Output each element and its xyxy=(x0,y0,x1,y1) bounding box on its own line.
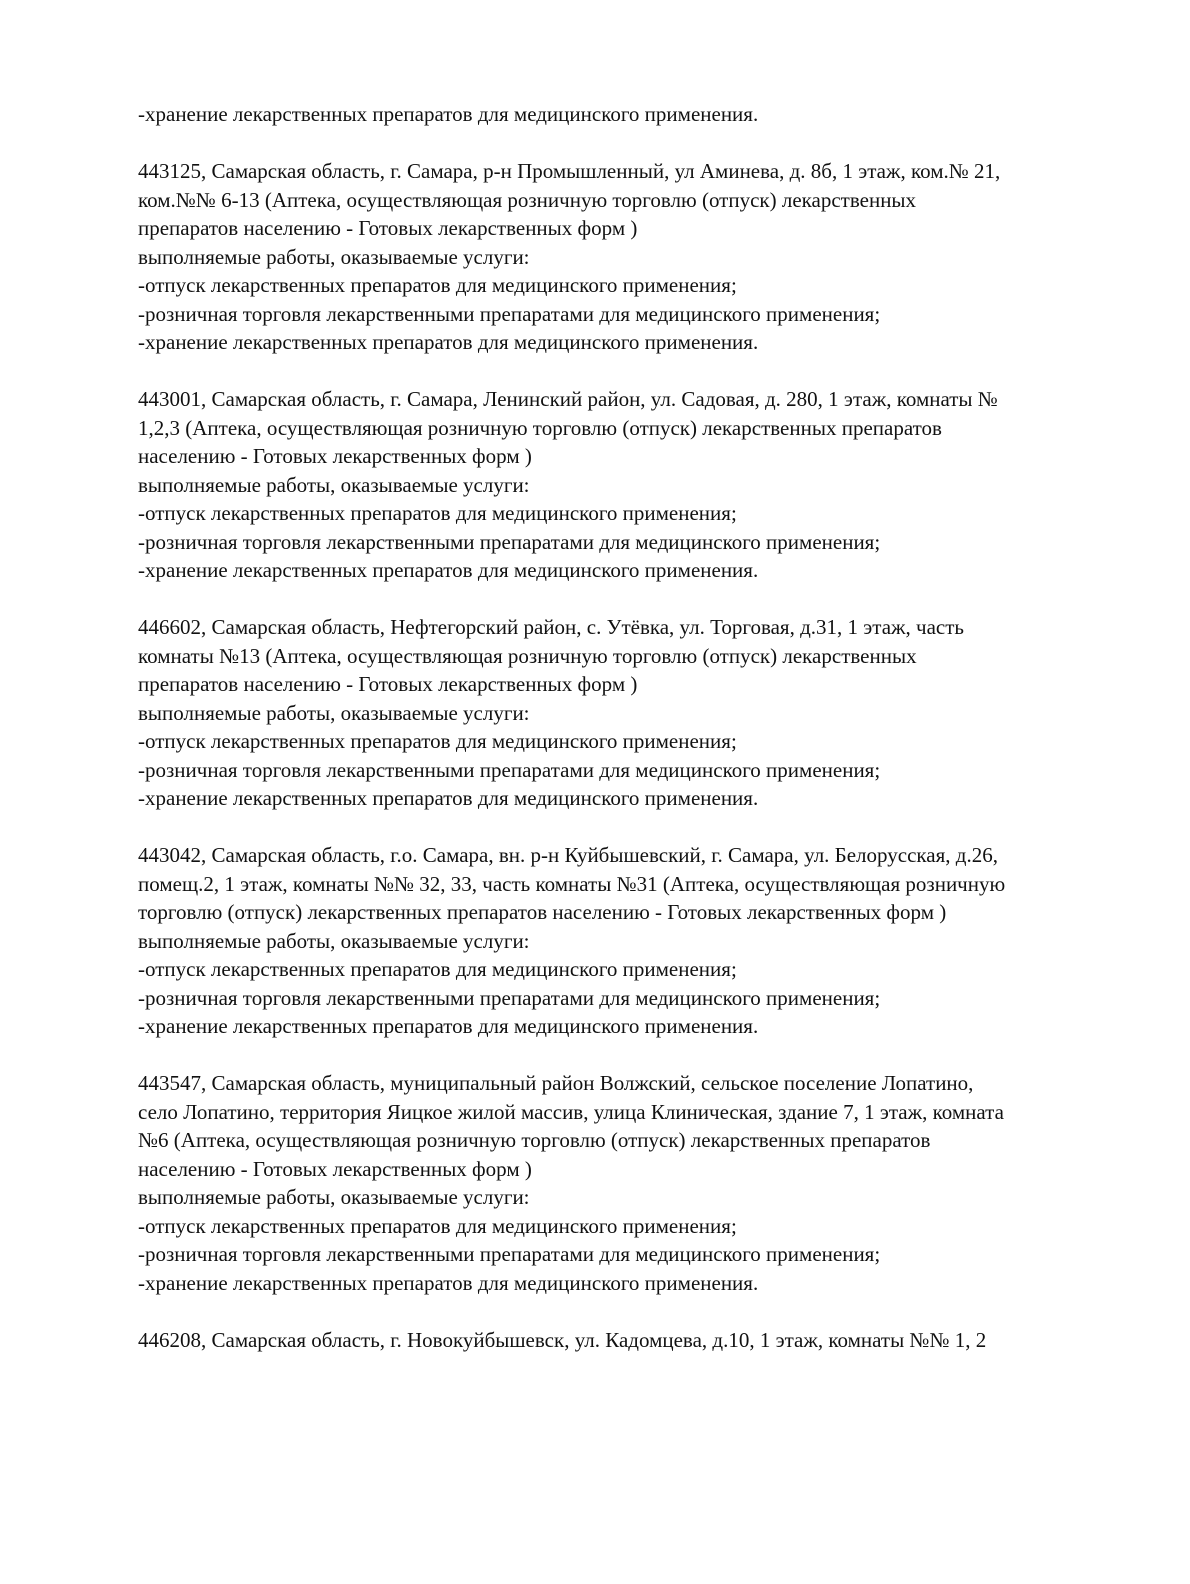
service-item: -хранение лекарственных препаратов для медицинского применения. xyxy=(138,330,759,354)
service-item: -хранение лекарственных препаратов для медицинского применения. xyxy=(138,1014,759,1038)
service-item: -отпуск лекарственных препаратов для медицинского применения; xyxy=(138,501,737,525)
address-line: №6 (Аптека, осуществляющая розничную торговлю (отпуск) лекарственных препаратов xyxy=(138,1128,931,1152)
address-line: населению - Готовых лекарственных форм ) xyxy=(138,444,532,468)
address-line: помещ.2, 1 этаж, комнаты №№ 32, 33, часть комнаты №31 (Аптека, осуществляющая розничную xyxy=(138,871,1006,896)
address-line: 443001, Самарская область, г. Самара, Ленинский район, ул. Садовая, д. 280, 1 этаж, комнаты № xyxy=(138,387,998,411)
pharmacy-entry-2 xyxy=(138,385,1138,585)
service-item: -розничная торговля лекарственными препаратами для медицинского применения; xyxy=(138,301,881,326)
lead-fragment xyxy=(138,100,1138,129)
service-item: -отпуск лекарственных препаратов для медицинского применения; xyxy=(138,1213,737,1238)
address-line: 446208, Самарская область, г. Новокуйбышевск, ул. Кадомцева, д.10, 1 этаж, комнаты №№ 1, 2 xyxy=(138,1327,987,1352)
pharmacy-entry-4 xyxy=(138,841,1138,1041)
service-item: -розничная торговля лекарственными препаратами для медицинского применения; xyxy=(138,985,881,1010)
service-item: -хранение лекарственных препаратов для медицинского применения. xyxy=(138,558,759,582)
address-line: населению - Готовых лекарственных форм ) xyxy=(138,1156,532,1181)
service-item: -хранение лекарственных препаратов для медицинского применения. xyxy=(138,1270,759,1295)
services-heading: выполняемые работы, оказываемые услуги: xyxy=(138,700,530,725)
services-heading: выполняемые работы, оказываемые услуги: xyxy=(138,472,530,497)
address-line: 443125, Самарская область, г. Самара, р-н Промышленный, ул Аминева, д. 8б, 1 этаж, ком.№ 21, xyxy=(138,159,1001,183)
address-line: торговлю (отпуск) лекарственных препаратов населению - Готовых лекарственных форм ) xyxy=(138,900,947,924)
address-line: село Лопатино, территория Яицкое жилой массив, улица Клиническая, здание 7, 1 этаж, комната xyxy=(138,1099,1004,1124)
address-line: препаратов населению - Готовых лекарственных форм ) xyxy=(138,672,638,696)
pharmacy-entry-6 xyxy=(138,1326,1138,1355)
address-line: 1,2,3 (Аптека, осуществляющая розничную торговлю (отпуск) лекарственных препаратов xyxy=(138,415,942,440)
services-heading: выполняемые работы, оказываемые услуги: xyxy=(138,244,530,269)
address-line: препаратов населению - Готовых лекарственных форм ) xyxy=(138,216,638,240)
service-item: -хранение лекарственных препаратов для медицинского применения. xyxy=(138,786,759,810)
service-item: -отпуск лекарственных препаратов для медицинского применения; xyxy=(138,957,737,981)
service-item: -розничная торговля лекарственными препаратами для медицинского применения; xyxy=(138,1242,881,1266)
address-line: 443547, Самарская область, муниципальный район Волжский, сельское поселение Лопатино, xyxy=(138,1071,974,1095)
service-item: -розничная торговля лекарственными препаратами для медицинского применения; xyxy=(138,757,881,782)
address-line: 443042, Самарская область, г.о. Самара, вн. р-н Куйбышевский, г. Самара, ул. Белорусская, д.26, xyxy=(138,843,998,867)
pharmacy-entry-3 xyxy=(138,613,1138,813)
text-line: -хранение лекарственных препаратов для медицинского применения. xyxy=(138,102,759,126)
service-item: -отпуск лекарственных препаратов для медицинского применения; xyxy=(138,273,737,297)
pharmacy-entry-5 xyxy=(138,1069,1138,1297)
address-line: 446602, Самарская область, Нефтегорский район, с. Утёвка, ул. Торговая, д.31, 1 этаж, часть xyxy=(138,615,964,639)
services-heading: выполняемые работы, оказываемые услуги: xyxy=(138,1185,530,1209)
pharmacy-entry-1 xyxy=(138,157,1138,357)
document-body xyxy=(138,100,1138,1354)
address-line: ком.№№ 6-13 (Аптека, осуществляющая розничную торговлю (отпуск) лекарственных xyxy=(138,187,917,212)
service-item: -отпуск лекарственных препаратов для медицинского применения; xyxy=(138,729,737,753)
services-heading: выполняемые работы, оказываемые услуги: xyxy=(138,928,530,953)
service-item: -розничная торговля лекарственными препаратами для медицинского применения; xyxy=(138,529,881,554)
address-line: комнаты №13 (Аптека, осуществляющая розничную торговлю (отпуск) лекарственных xyxy=(138,643,917,668)
